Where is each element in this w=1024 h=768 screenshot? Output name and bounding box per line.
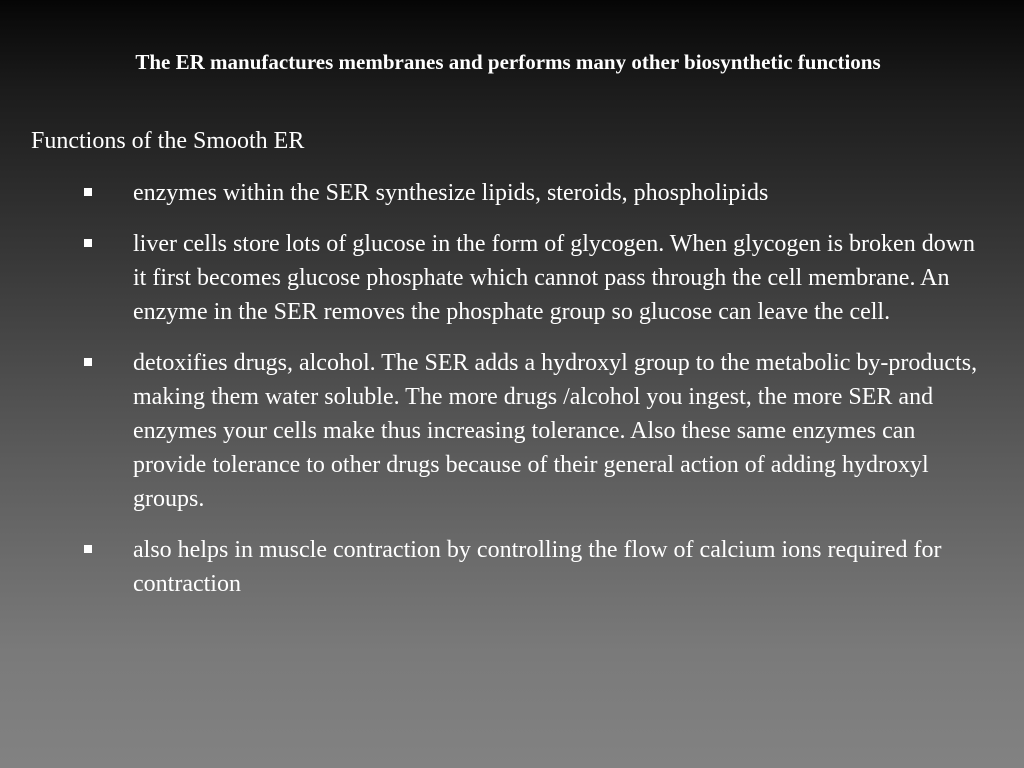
bullet-text: liver cells store lots of glucose in the form of glycogen. When glycogen is broken down it first becomes glucose phosphate which cannot pass through the cell membrane. An enzyme in the SER removes the phosphate group so glucose can leave the cell. (133, 231, 976, 325)
bullet-item (0, 533, 1024, 601)
section-heading: Functions of the Smooth ER (31, 128, 305, 154)
bullet-item (0, 176, 1024, 210)
bullet-text: enzymes within the SER synthesize lipids, steroids, phospholipids (133, 180, 769, 206)
bullet-item (0, 346, 1024, 516)
bullet-list (0, 176, 1024, 618)
bullet-text: also helps in muscle contraction by controlling the flow of calcium ions required for contraction (133, 537, 942, 597)
square-bullet-icon (84, 239, 92, 247)
square-bullet-icon (84, 188, 92, 196)
bullet-item (0, 227, 1024, 329)
bullet-text: detoxifies drugs, alcohol. The SER adds a hydroxyl group to the metabolic by-products, making them water soluble. The more drugs /alcohol you ingest, the more SER and enzymes your cells make thus increasing tolerance. Also these same enzymes can provide tolerance to other drugs because of their general action of adding hydroxyl groups. (133, 350, 978, 512)
square-bullet-icon (84, 545, 92, 553)
square-bullet-icon (84, 358, 92, 366)
slide-title: The ER manufactures membranes and performs many other biosynthetic functions (135, 50, 881, 74)
